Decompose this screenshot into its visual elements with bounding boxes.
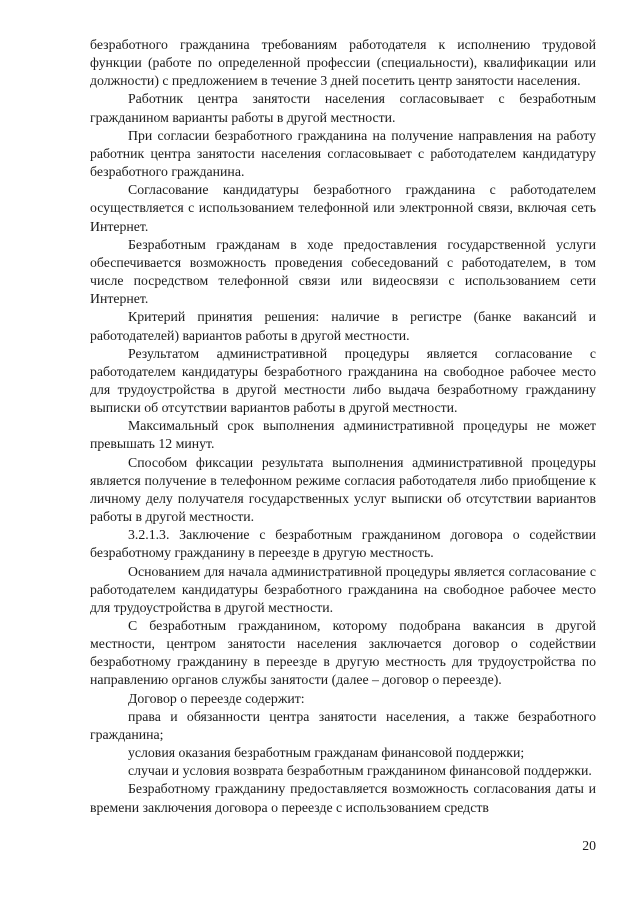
list-item: условия оказания безработным гражданам финансовой поддержки; <box>128 745 525 761</box>
paragraph: Безработным гражданам в ходе предоставления государственной услуги обеспечивается возможность проведения собеседований с работодателем, в том числе посредством телефонной связи или видеосвязи с использованием сети Интернет. <box>90 236 596 307</box>
list-item: права и обязанности центра занятости населения, а также безработного гражданина; <box>90 708 596 742</box>
paragraph: Способом фиксации результата выполнения административной процедуры является получение в телефонном режиме согласия работодателя либо приобщение к личному делу получателя государственных услуг выписки об отсутствии вариантов работы в другой местности. <box>90 454 596 525</box>
paragraph: При согласии безработного гражданина на получение направления на работу работник центра занятости населения согласовывает с работодателем кандидатуру безработного гражданина. <box>90 127 596 180</box>
paragraph: Согласование кандидатуры безработного гражданина с работодателем осуществляется с использованием телефонной или электронной связи, включая сеть Интернет. <box>90 182 596 234</box>
paragraph: Работник центра занятости населения согласовывает с безработным гражданином варианты работы в другой местности. <box>90 91 596 125</box>
paragraph: Договор о переезде содержит: <box>128 690 305 706</box>
body-text <box>90 36 596 817</box>
paragraph: Основанием для начала административной процедуры является согласование с работодателем кандидатуры безработного гражданина на свободное рабочее место для трудоустройства в другой местности. <box>90 563 596 615</box>
paragraph: Результатом административной процедуры является согласование с работодателем кандидатуры безработного гражданина на свободное рабочее место для трудоустройства в другой местности либо выдача безработному гражданину выписки об отсутствии вариантов работы в другой местности. <box>90 345 596 416</box>
paragraph-continuation: безработного гражданина требованиям работодателя к исполнению трудовой функции (работе по определенной профессии (специальности), квалификации или должности) с предложением в течение 3 дней посетить центр занятости населения. <box>90 37 596 89</box>
paragraph: Безработному гражданину предоставляется возможность согласования даты и времени заключения договора о переезде с использованием средств <box>90 781 596 815</box>
list-item: случаи и условия возврата безработным гражданином финансовой поддержки. <box>128 763 592 779</box>
paragraph: Максимальный срок выполнения административной процедуры не может превышать 12 минут. <box>90 418 596 452</box>
paragraph: С безработным гражданином, которому подобрана вакансия в другой местности, центром занятости населения заключается договор о содействии безработному гражданину в переезде в другую местность для трудоустройства по направлению органов службы занятости (далее – договор о переезде). <box>90 618 596 688</box>
paragraph: Критерий принятия решения: наличие в регистре (банке вакансий и работодателей) вариантов работы в другой местности. <box>90 309 596 343</box>
section-heading: 3.2.1.3. Заключение с безработным гражданином договора о содействии безработному гражданину в переезде в другую местность. <box>90 527 596 561</box>
page-number: 20 <box>582 838 596 853</box>
